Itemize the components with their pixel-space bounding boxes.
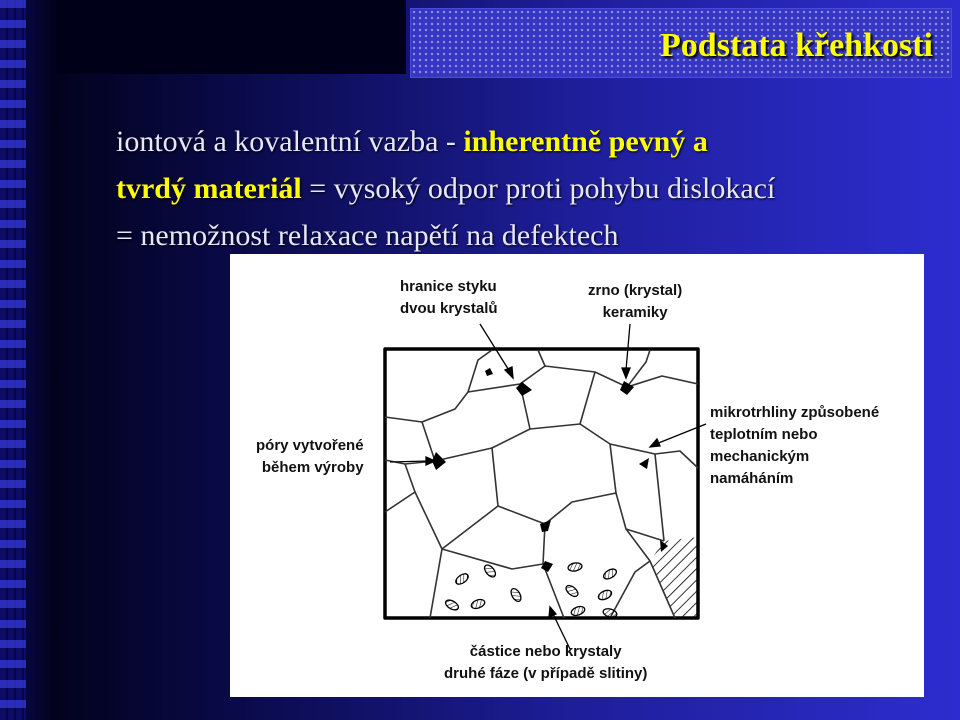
- second-phase-particles: [444, 562, 618, 619]
- label-second-phase: částice nebo krystaly druhé fáze (v případě slitiny): [444, 643, 648, 682]
- text-line3-plain: = nemožnost relaxace napětí na defektech: [116, 219, 619, 252]
- text-line1-plain: iontová a kovalentní vazba -: [116, 125, 464, 158]
- pores: [432, 368, 668, 572]
- text-line2-plain: = vysoký odpor proti pohybu dislokací: [301, 172, 776, 205]
- label-pores: póry vytvořené během výroby: [256, 437, 364, 476]
- label-microcracks: mikrotrhliny způsobené teplotním nebo mechanickým namáháním: [710, 404, 880, 487]
- label-grain: zrno (krystal) keramiky: [588, 282, 683, 321]
- title-box: [410, 8, 952, 78]
- decorative-side-strip: [0, 0, 26, 720]
- text-line2-highlight: tvrdý materiál: [116, 172, 302, 205]
- decorative-side-band: [26, 0, 56, 720]
- text-line1-highlight: inherentně pevný a: [463, 125, 708, 158]
- slide-title: Podstata křehkosti: [660, 27, 933, 64]
- grain-network: [385, 349, 698, 618]
- decorative-top-band: [56, 0, 406, 74]
- slide-body-text: [116, 118, 946, 259]
- microstructure-figure: [230, 254, 924, 697]
- label-grain-boundary: hranice styku dvou krystalů: [400, 278, 498, 317]
